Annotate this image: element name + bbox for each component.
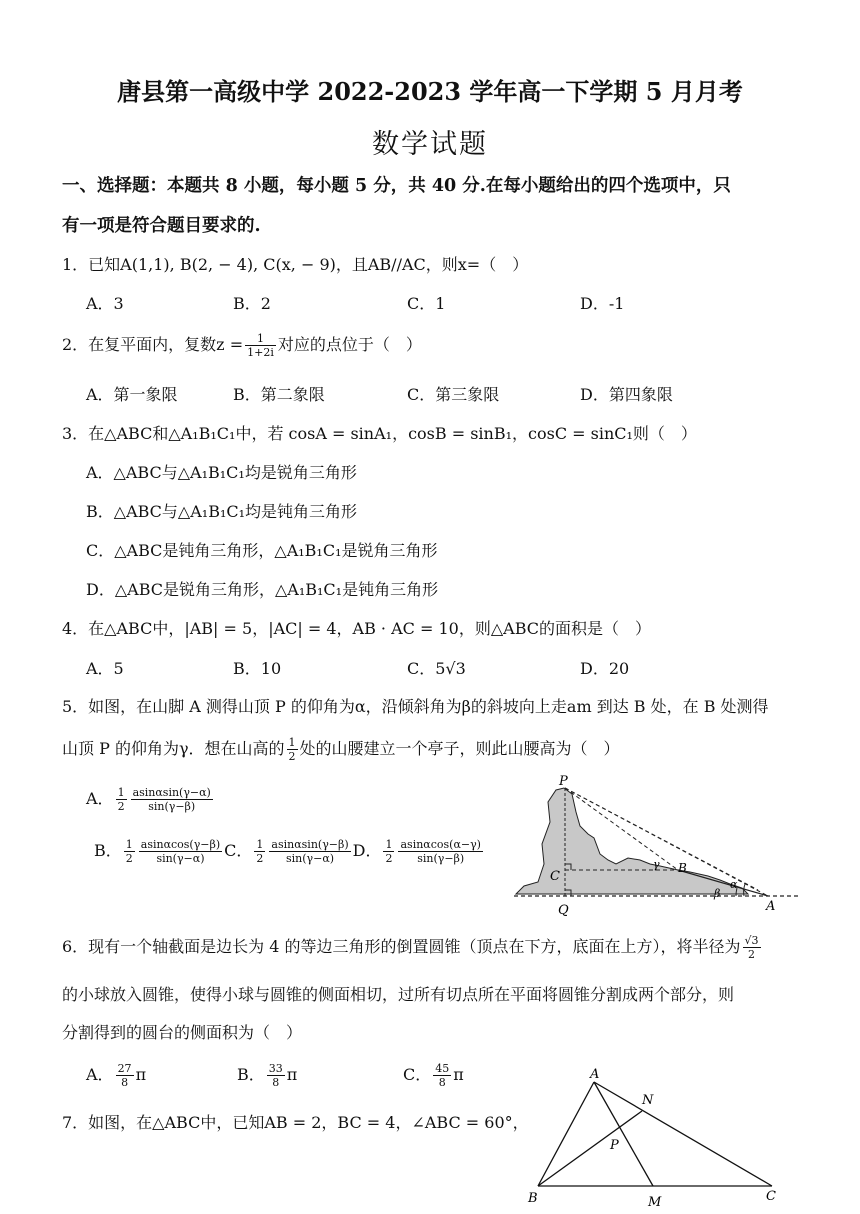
q5-option-d-coef-den: 2 bbox=[385, 852, 393, 865]
label-c: C bbox=[550, 869, 560, 884]
section-heading-line1: 一、选择题：本题共 8 小题，每小题 5 分，共 40 分.在每小题给出的四个选项中，只 bbox=[62, 176, 731, 196]
q6-option-a bbox=[86, 1062, 146, 1089]
q6-line3: 分割得到的圆台的侧面积为（ ） bbox=[62, 1023, 303, 1042]
section-heading-line2: 有一项是符合题目要求的. bbox=[62, 216, 261, 236]
q6-option-a-frac bbox=[116, 1062, 134, 1089]
exam-title: 唐县第一高级中学 2022-2023 学年高一下学期 5 月月考 bbox=[117, 77, 743, 106]
q5-option-c-num: asinαsin(γ−β) bbox=[271, 838, 349, 851]
q5-option-a-label: A． bbox=[86, 789, 114, 808]
q5-option-d-den: sin(γ−β) bbox=[417, 852, 465, 865]
q5-option-a-frac bbox=[131, 786, 213, 813]
q5-option-a-coef-num: 1 bbox=[117, 786, 125, 799]
q6-line2: 的小球放入圆锥，使得小球与圆锥的侧面相切，过所有切点所在平面将圆锥分割成两个部分，则 bbox=[62, 985, 735, 1004]
q5-half-den: 2 bbox=[288, 750, 296, 763]
q6-line1-pre: 6．现有一个轴截面是边长为 4 的等边三角形的倒置圆锥（顶点在下方，底面在上方），将半径为 bbox=[62, 937, 741, 956]
q2-frac-num: 1 bbox=[245, 332, 276, 346]
q6-option-a-den: 8 bbox=[121, 1076, 129, 1089]
q2-frac-den: 1+2i bbox=[247, 346, 274, 359]
q5-option-a-coef bbox=[116, 786, 127, 813]
q5-option-b-num: asinαcos(γ−β) bbox=[140, 838, 221, 851]
q5-option-a-num: asinαsin(γ−α) bbox=[132, 786, 211, 799]
q2-fraction bbox=[245, 332, 276, 359]
q6-line1 bbox=[62, 934, 763, 961]
q5-option-a bbox=[86, 786, 215, 813]
q6-option-c-frac bbox=[433, 1062, 451, 1089]
q6-option-c-num: 45 bbox=[435, 1062, 450, 1075]
label-b: B bbox=[528, 1191, 538, 1206]
q2-stem-pre: 2．在复平面内，复数z = bbox=[62, 335, 244, 354]
q6-option-b-frac bbox=[267, 1062, 285, 1089]
q5-option-c-den: sin(γ−α) bbox=[286, 852, 335, 865]
q5-option-b-coef-num: 1 bbox=[125, 838, 133, 851]
q6-option-c-label: C． bbox=[403, 1065, 432, 1084]
q5-option-b-label: B． bbox=[94, 841, 122, 860]
label-p: P bbox=[610, 1138, 619, 1153]
q6-option-a-num: 27 bbox=[117, 1062, 132, 1075]
q7-triangle-figure bbox=[520, 1064, 790, 1210]
q5-option-c-coef-den: 2 bbox=[256, 852, 264, 865]
q5-option-c-frac bbox=[269, 838, 350, 865]
q5-option-b-coef-den: 2 bbox=[125, 852, 133, 865]
q6-option-b-pi: π bbox=[286, 1065, 298, 1084]
side-ac bbox=[594, 1082, 772, 1186]
q6-option-b-num: 33 bbox=[268, 1062, 283, 1075]
q6-option-c-pi: π bbox=[453, 1065, 464, 1084]
q5-option-d-label: D． bbox=[352, 841, 382, 860]
q6-option-a-label: A． bbox=[86, 1065, 114, 1084]
q7-stem: 7．如图，在△ABC中，已知AB = 2，BC = 4，∠ABC = 60°， bbox=[62, 1113, 529, 1132]
label-c: C bbox=[766, 1189, 776, 1204]
label-q: Q bbox=[558, 903, 569, 918]
q5-option-d-coef-num: 1 bbox=[385, 838, 393, 851]
q5-option-c-coef bbox=[254, 838, 265, 865]
q2-option-b: B．第二象限 bbox=[233, 385, 325, 404]
q3-option-d: D．△ABC是锐角三角形，△A₁B₁C₁是钝角三角形 bbox=[86, 580, 439, 599]
q6-radius-num: √3 bbox=[744, 934, 759, 947]
q5-mountain-figure bbox=[508, 772, 798, 920]
q3-stem: 3．在△ABC和△A₁B₁C₁中，若 cosA = sinA₁，cosB = sinB₁，cosC = sinC₁则（ ） bbox=[62, 424, 697, 443]
q5-option-d-num: asinαcos(α−γ) bbox=[400, 838, 481, 851]
q6-option-a-pi: π bbox=[135, 1065, 147, 1084]
q6-radius-den: 2 bbox=[748, 948, 756, 961]
q1-option-a: A．3 bbox=[86, 294, 124, 313]
q2-option-a: A．第一象限 bbox=[86, 385, 178, 404]
segment-bn bbox=[538, 1111, 642, 1186]
q3-option-b: B．△ABC与△A₁B₁C₁均是钝角三角形 bbox=[86, 502, 358, 521]
q5-half-fraction bbox=[287, 736, 298, 763]
label-p: P bbox=[559, 774, 568, 789]
q6-option-b bbox=[237, 1062, 297, 1089]
q4-stem: 4．在△ABC中，|AB| = 5，|AC| = 4，AB · AC = 10，则△ABC的面积是（ ） bbox=[62, 619, 651, 638]
exam-subtitle: 数学试题 bbox=[372, 129, 488, 160]
q6-option-c bbox=[403, 1062, 464, 1089]
label-n: N bbox=[642, 1093, 654, 1108]
q6-radius-fraction bbox=[743, 934, 761, 961]
q5-options-bcd bbox=[94, 838, 485, 865]
q1-stem: 1．已知A(1,1), B(2, − 4), C(x, − 9)，且AB//AC，则x=（ ） bbox=[62, 255, 529, 274]
q6-option-b-label: B． bbox=[237, 1065, 265, 1084]
q3-option-c: C．△ABC是钝角三角形，△A₁B₁C₁是锐角三角形 bbox=[86, 541, 438, 560]
label-beta: β bbox=[714, 887, 721, 900]
q5-option-d-coef bbox=[383, 838, 394, 865]
side-ab bbox=[538, 1082, 594, 1186]
q5-line2-post: 处的山腰建立一个亭子，则此山腰高为（ ） bbox=[299, 739, 620, 758]
q5-option-b-frac bbox=[139, 838, 222, 865]
q4-option-c: C．5√3 bbox=[407, 659, 466, 678]
label-gamma: γ bbox=[653, 858, 660, 871]
label-m: M bbox=[648, 1195, 662, 1210]
q5-option-b-coef bbox=[124, 838, 135, 865]
q1-option-c: C．1 bbox=[407, 294, 446, 313]
q4-option-b: B．10 bbox=[233, 659, 282, 678]
q4-option-a: A．5 bbox=[86, 659, 124, 678]
q5-line2-pre: 山顶 P 的仰角为γ．想在山高的 bbox=[62, 739, 285, 758]
q5-line2 bbox=[62, 736, 620, 763]
q5-half-num: 1 bbox=[288, 736, 296, 749]
q5-option-a-coef-den: 2 bbox=[117, 800, 125, 813]
q5-line1: 5．如图，在山脚 A 测得山顶 P 的仰角为α，沿倾斜角为β的斜坡向上走am 到达 B 处，在 B 处测得 bbox=[62, 697, 769, 716]
q2-stem-post: 对应的点位于（ ） bbox=[277, 335, 422, 354]
label-a: A bbox=[590, 1067, 600, 1082]
q5-option-b-den: sin(γ−α) bbox=[156, 852, 205, 865]
label-a: A bbox=[766, 899, 776, 914]
q3-option-a: A．△ABC与△A₁B₁C₁均是锐角三角形 bbox=[86, 463, 357, 482]
q2-stem bbox=[62, 332, 422, 359]
label-b: B bbox=[678, 861, 687, 875]
q2-option-c: C．第三象限 bbox=[407, 385, 500, 404]
q5-option-a-den: sin(γ−β) bbox=[148, 800, 196, 813]
q5-option-c-label: C． bbox=[224, 841, 253, 860]
q6-option-b-den: 8 bbox=[272, 1076, 280, 1089]
q2-option-d: D．第四象限 bbox=[580, 385, 673, 404]
q5-option-d-frac bbox=[398, 838, 482, 865]
q4-option-d: D．20 bbox=[580, 659, 630, 678]
q1-option-d: D．-1 bbox=[580, 294, 625, 313]
label-alpha: α bbox=[730, 878, 738, 891]
q5-option-c-coef-num: 1 bbox=[256, 838, 264, 851]
q6-option-c-den: 8 bbox=[438, 1076, 446, 1089]
q1-option-b: B．2 bbox=[233, 294, 271, 313]
